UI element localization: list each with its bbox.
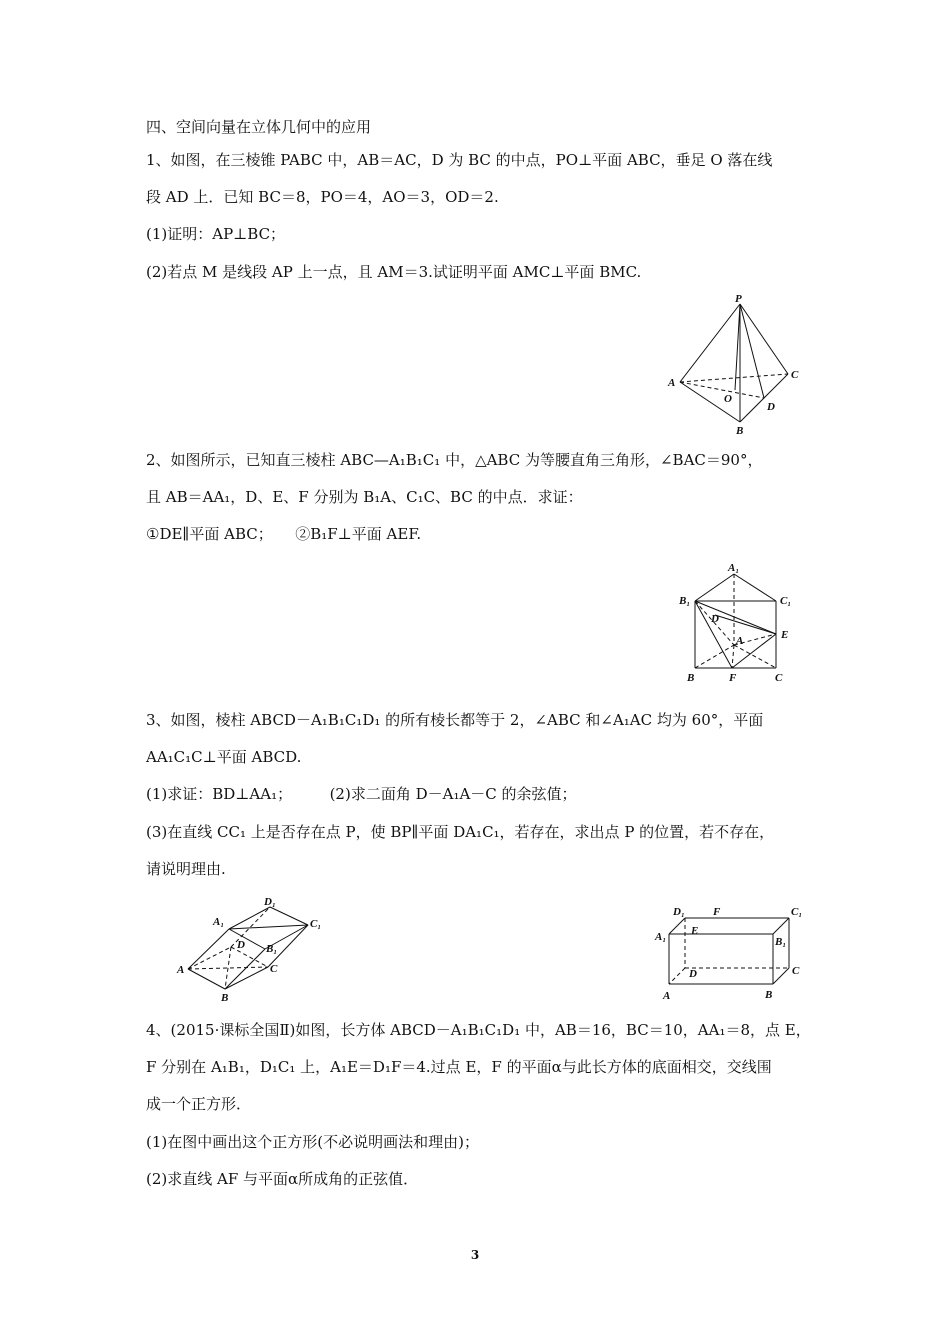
label-B: B [221,992,229,1004]
label-C: C [792,965,800,977]
label-E: E [691,925,699,937]
label-O: O [724,393,732,405]
problem-4-line: F 分别在 A₁B₁，D₁C₁ 上，A₁E＝D₁F＝4.过点 E，F 的平面α与此长方体的底面相交，交线围 [146,1058,772,1076]
pyramid-figure [660,290,810,444]
label-D: D [711,613,719,625]
label-A: A [663,990,671,1002]
problem-4-line: (2)求直线 AF 与平面α所成角的正弦值． [146,1170,419,1188]
problem-1-line: 1、如图，在三棱锥 PABC 中，AB＝AC，D 为 BC 的中点，PO⊥平面 ABC，垂足 O 落在线 [146,151,773,169]
label-C1: C₁ [791,906,803,918]
label-A: A [177,964,185,976]
label-D: D [767,401,775,413]
label-B: B [687,672,695,684]
problem-1-line: (2)若点 M 是线段 AP 上一点，且 AM＝3.试证明平面 AMC⊥平面 BMC. [146,263,642,281]
label-C: C [270,963,278,975]
label-B: B [765,989,773,1001]
label-A1: A₁ [655,931,667,943]
problem-3-line: (1)求证：BD⊥AA₁； (2)求二面角 D－A₁A－C 的余弦值； [146,785,577,803]
problem-2-line: 2、如图所示，已知直三棱柱 ABC—A₁B₁C₁ 中，△ABC 为等腰直角三角形，∠BAC＝90°， [146,451,763,469]
right-prism-figure [675,560,815,694]
label-B: B [736,425,744,437]
cuboid-figure [655,900,815,1014]
label-D: D [237,939,245,951]
label-D: D [689,968,697,980]
problem-2-line: ①DE∥平面 ABC； ②B₁F⊥平面 AEF. [146,525,422,543]
label-E: E [781,629,789,641]
problem-1-line: (1)证明：AP⊥BC； [146,225,286,243]
problem-2-line: 且 AB＝AA₁，D、E、F 分别为 B₁A、C₁C、BC 的中点．求证： [146,488,583,506]
problem-3-line: 3、如图，棱柱 ABCD－A₁B₁C₁D₁ 的所有棱长都等于 2，∠ABC 和∠A₁AC 均为 60°，平面 [146,711,764,729]
label-A1: A₁ [213,916,225,928]
label-A: A [736,635,744,647]
problem-1-line: 段 AD 上．已知 BC＝8，PO＝4，AO＝3，OD＝2. [146,188,499,206]
label-D1: D₁ [673,906,685,918]
label-C1: C₁ [310,918,322,930]
page-number: 3 [470,1248,480,1262]
section-title: 四、空间向量在立体几何中的应用 [146,118,372,136]
problem-3-line: AA₁C₁C⊥平面 ABCD. [146,748,302,766]
label-C: C [775,672,783,684]
label-B1: B₁ [775,936,787,948]
label-C: C [791,369,799,381]
label-B1: B₁ [679,595,691,607]
label-A1: A₁ [728,562,740,574]
label-D1: D₁ [264,896,276,908]
label-P: P [735,293,742,305]
parallelepiped-figure [175,895,335,1009]
label-B1: B₁ [266,943,278,955]
label-C1: C₁ [780,595,792,607]
problem-4-line: 4、(2015·课标全国Ⅱ)如图，长方体 ABCD－A₁B₁C₁D₁ 中，AB＝16，BC＝10，AA₁＝8，点 E， [146,1021,811,1039]
label-F: F [713,906,721,918]
problem-4-line: 成一个正方形． [146,1095,252,1113]
problem-4-line: (1)在图中画出这个正方形(不必说明画法和理由)； [146,1133,479,1151]
problem-3-line: (3)在直线 CC₁ 上是否存在点 P，使 BP∥平面 DA₁C₁，若存在，求出点 P 的位置，若不存在， [146,823,775,841]
label-A: A [668,377,676,389]
label-F: F [729,672,737,684]
problem-3-line: 请说明理由. [146,860,226,878]
